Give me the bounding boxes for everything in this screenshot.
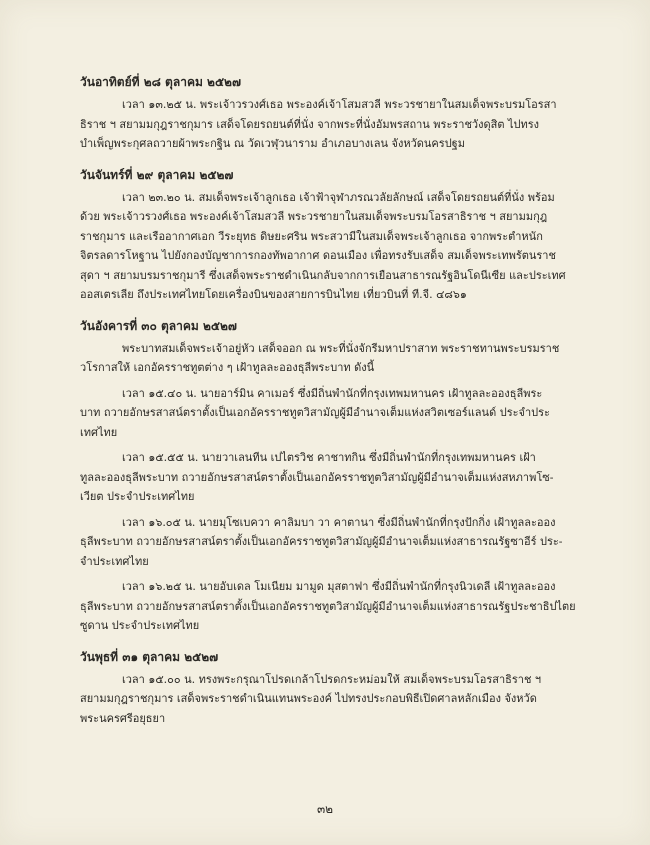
- text-line: พระบาทสมเด็จพระเจ้าอยู่หัว เสด็จออก ณ พระที่นั่งจักรีมหาปราสาท พระราชทานพระบรมราช: [122, 341, 560, 355]
- text-line: จำประเทศไทย: [80, 554, 149, 568]
- paragraph: [80, 448, 616, 507]
- text-line: ออสเตรเลีย ถึงประเทศไทยโดยเครื่องบินของสายการบินไทย เที่ยวบินที่ ที.จี. ๔๘๖๑: [80, 288, 467, 301]
- day-heading: วันจันทร์ที่ ๒๙ ตุลาคม ๒๕๒๗: [80, 167, 234, 182]
- text-line: ด้วย พระเจ้าวรวงศ์เธอ พระองค์เจ้าโสมสวลี พระวรชายาในสมเด็จพระบรมโอรสาธิราช ฯ สยามมกุฎ: [80, 210, 548, 223]
- text-line: ซูดาน ประจำประเทศไทย: [80, 619, 200, 632]
- text-line: ธุลีพระบาท ถวายอักษรสาสน์ตราตั้งเป็นเอกอัครราชทูตวิสามัญผู้มีอำนาจเต็มแห่งสาธารณรัฐซาอีร์ ประ-: [80, 535, 563, 548]
- paragraph: [80, 95, 616, 154]
- day-heading: วันอาทิตย์ที่ ๒๘ ตุลาคม ๒๕๒๗: [80, 75, 241, 89]
- text-line: เวลา ๑๕.๐๐ น. ทรงพระกรุณาโปรดเกล้าโปรดกระหม่อมให้ สมเด็จพระบรมโอรสาธิราช ฯ: [122, 672, 542, 686]
- text-line: เวลา ๑๓.๒๕ น. พระเจ้าวรวงศ์เธอ พระองค์เจ้าโสมสวลี พระวรชายาในสมเด็จพระบรมโอรสา: [122, 98, 557, 111]
- text-line: สยามมกุฎราชกุมาร เสด็จพระราชดำเนินแทนพระองค์ ไปทรงประกอบพิธีเปิดศาลหลักเมือง จังหวัด: [80, 692, 537, 705]
- text-line: สุดา ฯ สยามบรมราชกุมารี ซึ่งเสด็จพระราชดำเนินกลับจากการเยือนสาธารณรัฐอินโดนีเซีย และประเทศ: [80, 268, 566, 282]
- paragraph: [80, 513, 616, 572]
- day-section: [80, 648, 616, 729]
- text-line: เวลา ๒๓.๒๐ น. สมเด็จพระเจ้าลูกเธอ เจ้าฟ้าจุฬาภรณวลัยลักษณ์ เสด็จโดยรถยนต์ที่นั่ง พร้อม: [122, 190, 555, 204]
- paragraph: [80, 384, 616, 443]
- text-line: เวลา ๑๕.๔๐ น. นายอาร์มิน คาเมอร์ ซึ่งมีถิ่นพำนักที่กรุงเทพมหานคร เฝ้าทูลละอองธุลีพระ: [122, 386, 543, 400]
- text-line: ธุลีพระบาท ถวายอักษรสาสน์ตราตั้งเป็นเอกอัครราชทูตวิสามัญผู้มีอำนาจเต็มแห่งสาธารณรัฐประชาธิปไตย: [80, 599, 576, 613]
- day-heading: วันอังคารที่ ๓๐ ตุลาคม ๒๕๒๗: [80, 318, 237, 333]
- text-line: เวลา ๑๖.๐๕ น. นายมุโซเบควา คาลิมบา วา คาตานา ซึ่งมีถิ่นพำนักที่กรุงปักกิ่ง เฝ้าทูลละออง: [122, 515, 556, 529]
- text-line: เวลา ๑๕.๕๕ น. นายวาเลนทีน เปไตรวิช คาชาทกิน ซึ่งมีถิ่นพำนักที่กรุงเทพมหานคร เฝ้า: [122, 451, 536, 464]
- paragraph: [80, 339, 616, 378]
- text-line: เวียต ประจำประเทศไทย: [80, 490, 195, 503]
- paragraph: [80, 670, 616, 729]
- text-line: วโรกาสให้ เอกอัครราชทูตต่าง ๆ เฝ้าทูลละอองธุลีพระบาท ดังนี้: [80, 361, 375, 374]
- day-heading: วันพุธที่ ๓๑ ตุลาคม ๒๕๒๗: [80, 649, 219, 664]
- text-line: ทูลละอองธุลีพระบาท ถวายอักษรสาสน์ตราตั้งเป็นเอกอัครราชทูตวิสามัญผู้มีอำนาจเต็มแห่งสหภาพโซ-: [80, 470, 554, 484]
- paragraph: [80, 577, 616, 636]
- paragraph: [80, 188, 616, 305]
- day-section: [80, 166, 616, 305]
- text-line: ธิราช ฯ สยามมกุฎราชกุมาร เสด็จโดยรถยนต์ที่นั่ง จากพระที่นั่งอัมพรสถาน พระราชวังดุสิต ไปทรง: [80, 117, 540, 131]
- text-line: บำเพ็ญพระกุศลถวายผ้าพระกฐิน ณ วัดเวฬุวนาราม อำเภอบางเลน จังหวัดนครปฐม: [80, 137, 465, 150]
- text-line: ราชกุมาร และเรืออากาศเอก วีระยุทธ ดิษยะศริน พระสวามีในสมเด็จพระเจ้าลูกเธอ จากพระตำหนัก: [80, 229, 543, 243]
- page-number: ๓๒: [316, 802, 334, 816]
- page-content: [80, 73, 616, 740]
- text-line: เวลา ๑๖.๒๕ น. นายอับเดล โมเนียม มามูด มุสตาฟา ซึ่งมีถิ่นพำนักที่กรุงนิวเดลี เฝ้าทูลละออง: [122, 580, 556, 593]
- text-line: จิตรลดารโหฐาน ไปยังกองบัญชาการกองทัพอากาศ ดอนเมือง เพื่อทรงรับเสด็จ สมเด็จพระเทพรัตนราช: [80, 249, 556, 262]
- text-line: เทศไทย: [80, 425, 118, 439]
- text-line: พระนครศรีอยุธยา: [80, 711, 166, 725]
- day-section: [80, 73, 616, 154]
- text-line: บาท ถวายอักษรสาสน์ตราตั้งเป็นเอกอัครราชทูตวิสามัญผู้มีอำนาจเต็มแห่งสวิตเซอร์แลนด์ ประจำประ: [80, 406, 550, 419]
- day-section: [80, 317, 616, 636]
